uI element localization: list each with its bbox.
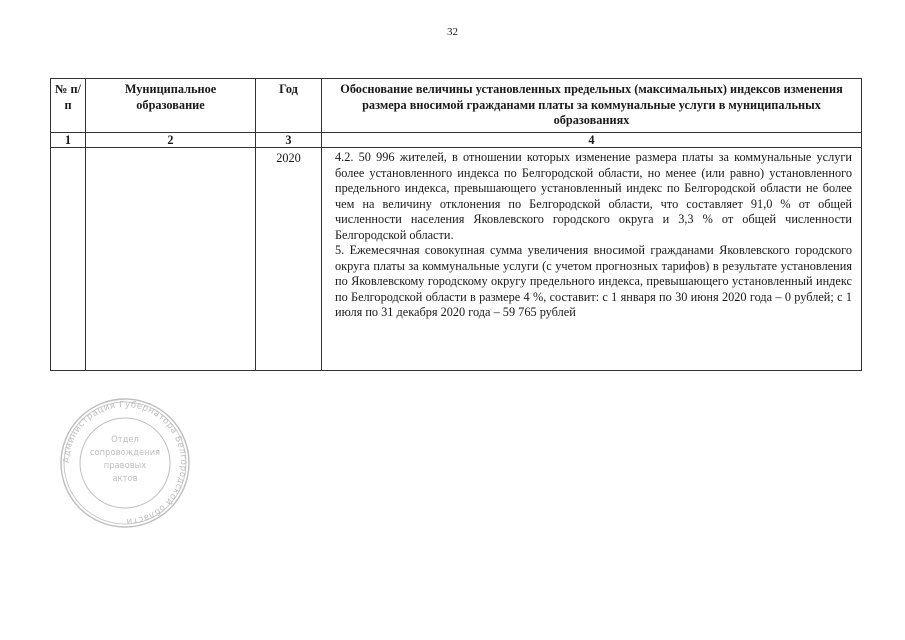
header-municipality: Муниципальное образование bbox=[86, 79, 256, 133]
stamp-line-3: правовых bbox=[103, 460, 147, 470]
official-stamp bbox=[58, 396, 192, 530]
column-index-4: 4 bbox=[322, 133, 862, 148]
table-header-row bbox=[51, 79, 862, 133]
cell-justification bbox=[322, 148, 862, 371]
column-index-1: 1 bbox=[51, 133, 86, 148]
header-num: № п/п bbox=[51, 79, 86, 133]
cell-num bbox=[51, 148, 86, 371]
paragraph-5: 5. Ежемесячная совокупная сумма увеличения вносимой гражданами Яковлевского городского округа платы за коммунальные услуги (с учетом прогнозных тарифов) в результате установления по Яковлевскому городскому округу предельного индекса, превышающего установленный индекс по Белгородской области в размере 4 %, составит: с 1 января по 30 июня 2020 года – 0 рублей; с 1 июля по 31 декабря 2020 года – 59 765 рублей bbox=[335, 243, 852, 319]
column-index-2: 2 bbox=[86, 133, 256, 148]
cell-municipality bbox=[86, 148, 256, 371]
stamp-line-1: Отдел bbox=[111, 434, 139, 444]
header-justification: Обоснование величины установленных предельных (максимальных) индексов изменения размера вносимой гражданами платы за коммунальные услуги в муниципальных образованиях bbox=[322, 79, 862, 133]
cell-year: 2020 bbox=[256, 148, 322, 371]
stamp-outer-text: Администрация Губернатора Белгородской области bbox=[61, 399, 189, 527]
page-number: 32 bbox=[447, 26, 458, 38]
stamp-line-4: актов bbox=[112, 473, 138, 483]
column-index-3: 3 bbox=[256, 133, 322, 148]
column-index-row bbox=[51, 133, 862, 148]
header-year: Год bbox=[256, 79, 322, 133]
table-row bbox=[51, 148, 862, 371]
paragraph-4-2: 4.2. 50 996 жителей, в отношении которых изменение размера платы за коммунальные услуги более установленного индекса по Белгородской области, но менее (или равно) установленного предельного индекса, превышающего установленный индекс по Белгородской области не более чем на величину отклонения по Белгородской области, что составляет 91,0 % от общей численности населения Яковлевского городского округа и 3,3 % от общей численности Белгородской области. bbox=[335, 150, 852, 242]
justification-table bbox=[50, 78, 862, 371]
stamp-line-2: сопровождения bbox=[89, 447, 161, 457]
